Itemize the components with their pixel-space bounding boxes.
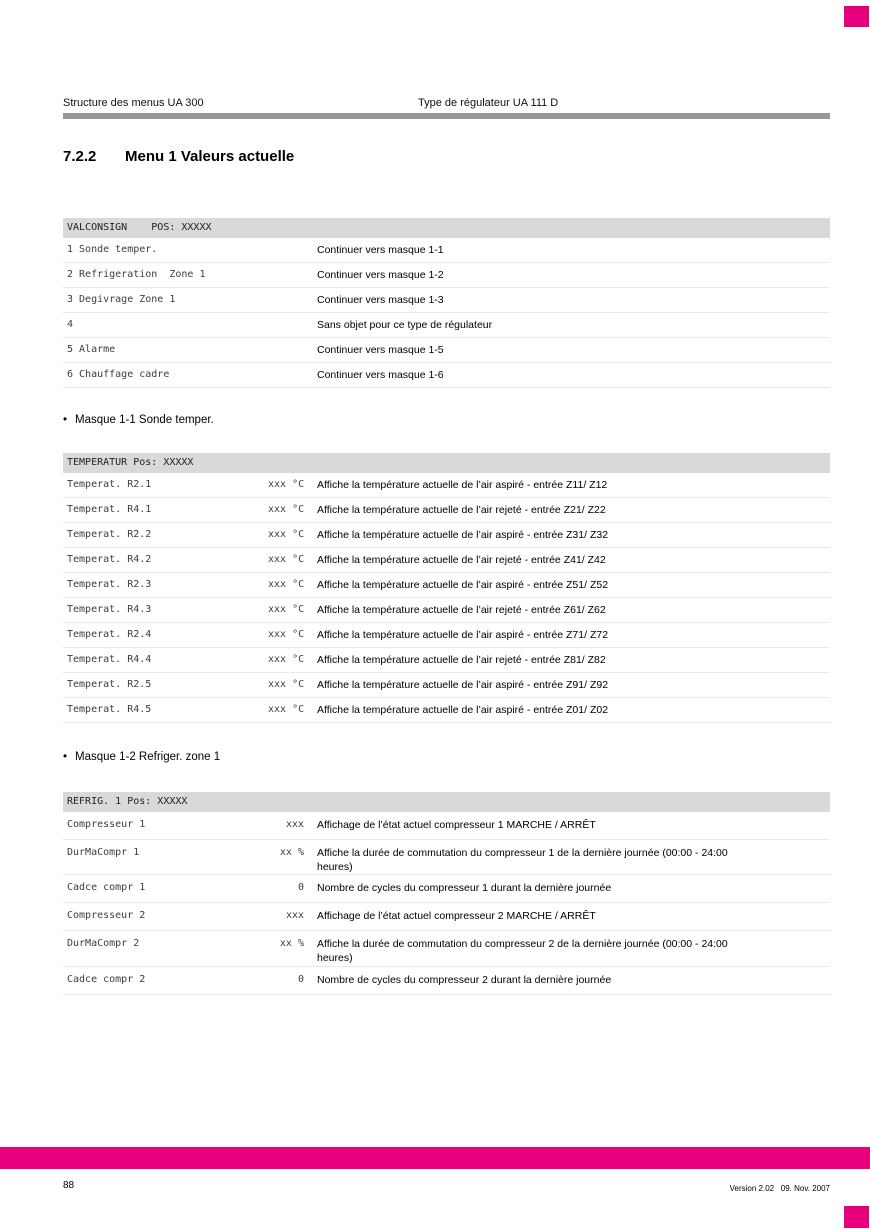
row-value: xxx °C [268,629,305,640]
row-label: DurMaCompr 1 [67,847,140,858]
table-row [63,313,830,338]
table-header: VALCONSIGN POS: XXXXX [63,218,830,238]
row-value: xxx [285,910,304,922]
row-label: Compresseur 1 [67,819,146,830]
row-label: 2 Refrigeration Zone 1 [67,269,206,280]
table-header: REFRIG. 1 Pos: XXXXX [63,792,830,812]
row-value: xxx °C [268,679,305,690]
row-description: Affiche la température actuelle de l’air rejeté - entrée Z61/ Z62 [317,604,606,616]
table-row [63,812,830,840]
footer-bar [0,1147,870,1169]
table-row [63,573,830,598]
row-description: Affiche la température actuelle de l’air rejeté - entrée Z81/ Z82 [317,654,606,666]
bullet-item-masque-1-1 [63,414,830,426]
row-description: Affiche la température actuelle de l’air aspiré - entrée Z31/ Z32 [317,529,609,541]
version-text: Version 2.02 09. Nov. 2007 [729,1184,830,1193]
valconsign-table [63,218,830,388]
row-description: Affiche la température actuelle de l’air rejeté - entrée Z41/ Z42 [317,554,606,566]
header-rule [63,113,830,119]
header-center-text: Type de régulateur UA 111 D [418,97,559,109]
table-row [63,648,830,673]
table-header: TEMPERATUR Pos: XXXXX [63,453,830,473]
row-description: Nombre de cycles du compresseur 1 durant la dernière journée [317,882,612,895]
row-value: 0 [297,973,304,985]
bullet-text: Masque 1-1 Sonde temper. [75,414,214,426]
row-label: DurMaCompr 2 [67,938,140,950]
row-value: xxx °C [268,504,305,515]
row-label: 5 Alarme [67,344,116,355]
header-left-text: Structure des menus UA 300 [63,97,204,109]
table-row [63,523,830,548]
row-value: xx % [279,938,304,950]
row-description: Continuer vers masque 1-3 [317,294,444,306]
bullet-item-masque-1-2 [63,751,830,763]
table-row [63,473,830,498]
section-heading [63,148,830,165]
row-description: Affiche la durée de commutation du compresseur 2 de la dernière journée (00:00 - 24:00 heures) [317,938,728,964]
bullet-marker: • [63,414,68,426]
row-label: 3 Degivrage Zone 1 [67,294,176,305]
row-label: 4 [67,319,74,330]
row-description: Continuer vers masque 1-1 [317,244,444,256]
table-row [63,498,830,523]
row-description: Continuer vers masque 1-6 [317,369,444,381]
table-row [63,548,830,573]
row-label: Temperat. R2.2 [67,529,152,540]
table-row [63,840,830,875]
table-body [63,812,830,995]
row-description: Affiche la température actuelle de l’air aspiré - entrée Z11/ Z12 [317,479,608,491]
row-label: Temperat. R4.4 [67,654,152,665]
table-body [63,473,830,723]
row-description: Continuer vers masque 1-2 [317,269,444,281]
row-description: Affiche la température actuelle de l’air aspiré - entrée Z91/ Z92 [317,679,609,691]
page-number: 88 [63,1180,75,1191]
row-label: 1 Sonde temper. [67,244,158,255]
table-row [63,263,830,288]
row-description: Affiche la température actuelle de l’air aspiré - entrée Z71/ Z72 [317,629,609,641]
table-row [63,288,830,313]
table-row [63,931,830,966]
row-label: Temperat. R2.4 [67,629,152,640]
section-number: 7.2.2 [63,148,97,165]
row-label: Temperat. R4.5 [67,704,152,715]
corner-mark-bottom [844,1206,869,1228]
row-description: Affiche la durée de commutation du compresseur 1 de la dernière journée (00:00 - 24:00 heures) [317,847,728,873]
row-description: Continuer vers masque 1-5 [317,344,444,356]
row-value: xxx °C [268,554,305,565]
bullet-text: Masque 1-2 Refriger. zone 1 [75,751,221,763]
bullet-marker: • [63,751,68,763]
table-row [63,903,830,931]
table-row [63,875,830,903]
row-description: Nombre de cycles du compresseur 2 durant la dernière journée [317,973,612,986]
row-description: Sans objet pour ce type de régulateur [317,319,493,331]
running-header [63,0,830,110]
row-description: Affichage de l’état actuel compresseur 2 MARCHE / ARRÊT [317,910,596,923]
table-row [63,698,830,723]
section-title: Menu 1 Valeurs actuelle [125,148,295,165]
row-description: Affichage de l’état actuel compresseur 1 MARCHE / ARRÊT [317,819,596,831]
row-label: Cadce compr 1 [67,882,146,894]
row-value: xxx °C [268,579,305,590]
row-description: Affiche la température actuelle de l’air aspiré - entrée Z01/ Z02 [317,704,609,716]
row-value: xxx °C [268,479,305,490]
row-label: Temperat. R4.3 [67,604,152,615]
row-value: xxx °C [268,604,305,615]
table-body [63,238,830,388]
row-value: xx % [279,847,304,858]
row-label: Temperat. R4.2 [67,554,152,565]
table-row [63,338,830,363]
row-description: Affiche la température actuelle de l’air rejeté - entrée Z21/ Z22 [317,504,606,516]
row-label: Temperat. R2.3 [67,579,152,590]
row-label: Temperat. R2.1 [67,479,152,490]
row-label: Compresseur 2 [67,910,146,922]
row-description: Affiche la température actuelle de l’air aspiré - entrée Z51/ Z52 [317,579,609,591]
temperature-table [63,453,830,723]
table-row [63,598,830,623]
table-row [63,673,830,698]
row-value: xxx °C [268,529,305,540]
corner-mark-top [844,6,869,27]
row-label: Cadce compr 2 [67,973,146,985]
row-value: xxx [285,819,304,830]
row-label: Temperat. R4.1 [67,504,152,515]
table-row [63,363,830,388]
row-value: 0 [297,882,304,894]
table-row [63,623,830,648]
table-row [63,238,830,263]
row-value: xxx °C [268,654,305,665]
row-label: 6 Chauffage cadre [67,369,170,380]
row-value: xxx °C [268,704,305,715]
table-row [63,967,830,995]
row-label: Temperat. R2.5 [67,679,152,690]
refrigeration-table [63,792,830,995]
